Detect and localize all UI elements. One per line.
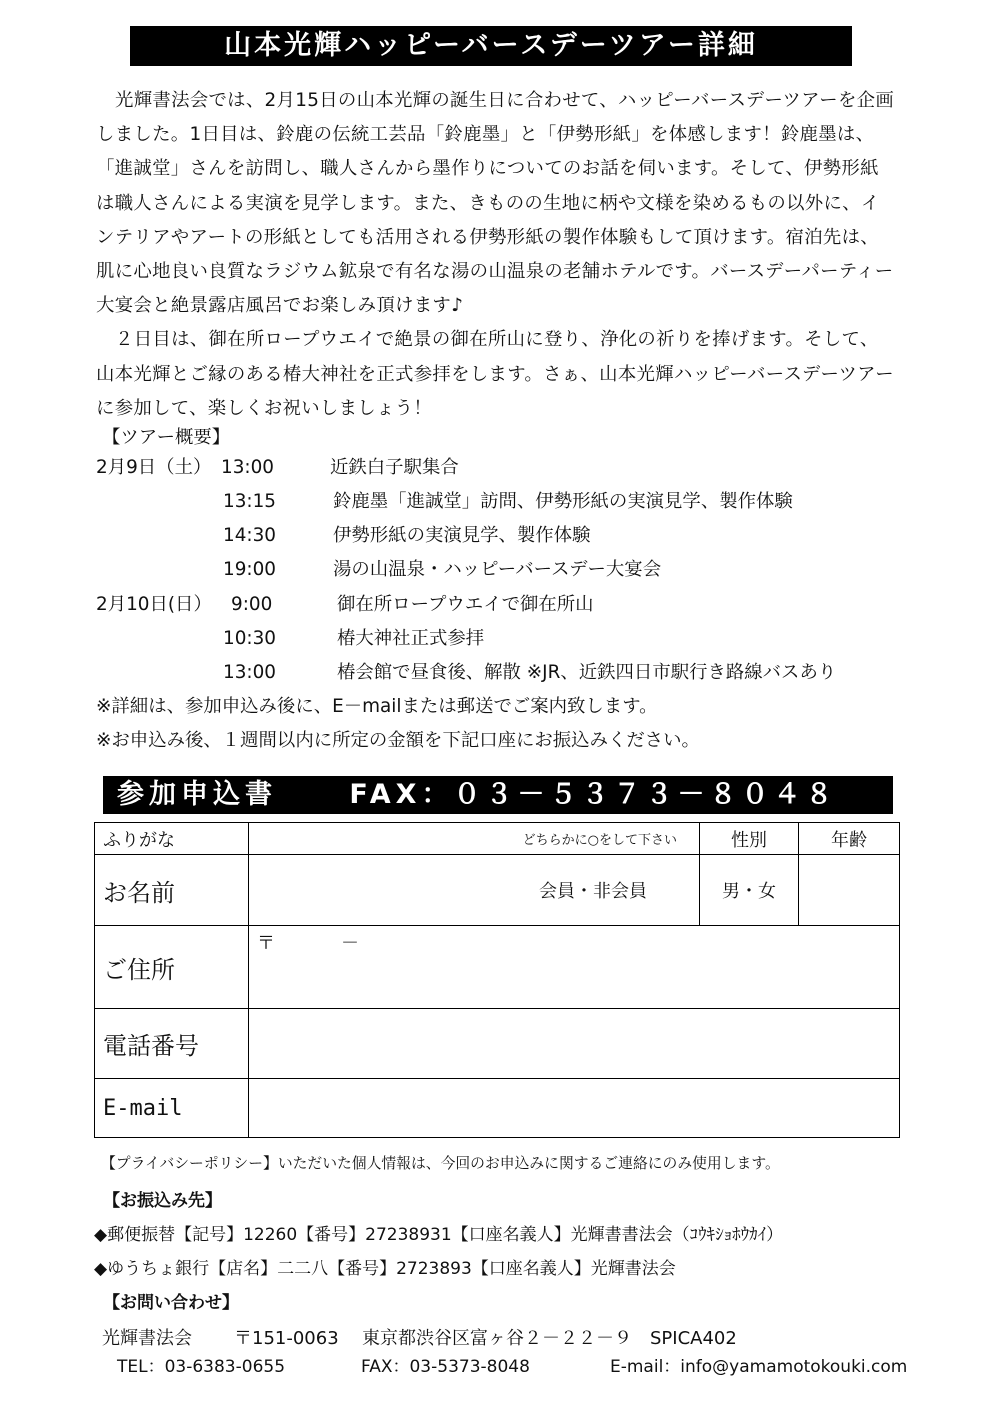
page-title: 山本光輝ハッピーバースデーツアー詳細 — [130, 26, 852, 66]
note-payment: ※お申込み後、１週間以内に所定の金額を下記口座にお振込みください。 — [96, 730, 700, 751]
overview-heading: 【ツアー概要】 — [102, 427, 231, 448]
postal-mark: 〒 — [257, 933, 275, 954]
privacy-policy: 【プライバシーポリシー】いただいた個人情報は、今回のお申込みに関するご連絡にのみ使用します。 — [101, 1155, 780, 1172]
gender-option[interactable]: 男・女 — [722, 881, 776, 902]
contact-email[interactable]: E-mail：info@yamamotokouki.com — [610, 1357, 908, 1377]
schedule-row-event-1: 近鉄白子駅集合 — [330, 457, 459, 478]
contact-heading: 【お問い合わせ】 — [103, 1293, 239, 1313]
schedule-row-time-7: 13:00 — [223, 662, 276, 683]
payment-postal-transfer: ◆郵便振替【記号】12260【番号】27238931【口座名義人】光輝書書法会（ｺｳｷｼｮﾎｳｶｲ） — [94, 1225, 784, 1245]
name-label: お名前 — [95, 855, 249, 926]
contact-postal: 〒151-0063 — [234, 1328, 339, 1349]
furigana-label: ふりがな — [95, 823, 249, 855]
name-field[interactable] — [249, 855, 700, 926]
circle-note: どちらかに○をして下さい — [522, 833, 677, 848]
phone-field[interactable] — [249, 1009, 900, 1079]
schedule-row-event-7: 椿会館で昼食後、解散 ※JR、近鉄四日市駅行き路線バスあり — [337, 662, 837, 683]
schedule-row-time-3: 14:30 — [223, 525, 276, 546]
postal-dash: － — [341, 933, 359, 954]
contact-org: 光輝書法会 — [102, 1328, 192, 1349]
schedule-row-event-5: 御在所ロープウエイで御在所山 — [337, 594, 594, 615]
form-title-bar — [103, 776, 893, 814]
payment-heading: 【お振込み先】 — [103, 1191, 222, 1211]
contact-address: 東京都渋谷区富ヶ谷２－２２－９ SPICA402 — [362, 1328, 737, 1349]
schedule-row-date-5: 2月10日(日） — [96, 594, 212, 615]
schedule-row-event-3: 伊勢形紙の実演見学、製作体験 — [333, 525, 591, 546]
form-fax: FAX：０３－５３７３－８０４８ — [349, 779, 838, 810]
application-form — [94, 822, 900, 1138]
email-field[interactable] — [249, 1079, 900, 1138]
address-field[interactable] — [249, 926, 900, 1009]
intro-paragraph-1: 光輝書法会では、2月15日の山本光輝の誕生日に合わせて、ハッピーバースデーツアーを企画しました。1日目は、鈴鹿の伝統工芸品「鈴鹿墨」と「伊勢形紙」を体感します！鈴鹿墨は、「進誠堂」さんを訪問し、職人さんから墨作りについてのお話を伺います。そして、伊勢形紙は職人さんによる実演を見学します。また、きものの生地に柄や文様を染めるもの以外に、インテリアやアートの形紙としても活用される伊勢形紙の製作体験もして頂けます。宿泊先は、肌に心地良い良質なラジウム鉱泉で有名な湯の山温泉の老舗ホテルです。バースデーパーティー大宴会と絶景露店風呂でお楽しみ頂けます♪ — [96, 90, 895, 317]
schedule-row-time-2: 13:15 — [223, 491, 276, 512]
furigana-field[interactable] — [249, 823, 700, 855]
schedule-row-time-1: 13:00 — [221, 457, 274, 478]
schedule-row-time-4: 19:00 — [223, 559, 276, 580]
contact-fax: FAX：03-5373-8048 — [361, 1357, 530, 1377]
schedule-row-time-5: 9:00 — [231, 594, 273, 615]
schedule-row-time-6: 10:30 — [223, 628, 276, 649]
form-heading: 参加申込書 — [117, 779, 277, 810]
address-label: ご住所 — [95, 926, 249, 1009]
gender-label: 性別 — [700, 823, 799, 855]
gender-field[interactable] — [700, 855, 799, 926]
schedule-row-date-1: 2月9日（土） — [96, 457, 212, 478]
phone-label: 電話番号 — [95, 1009, 249, 1079]
schedule-row-event-2: 鈴鹿墨「進誠堂」訪問、伊勢形紙の実演見学、製作体験 — [333, 491, 793, 512]
age-field[interactable] — [799, 855, 900, 926]
schedule-row-event-4: 湯の山温泉・ハッピーバースデー大宴会 — [333, 559, 662, 580]
member-option[interactable]: 会員・非会員 — [539, 881, 647, 902]
age-label: 年齢 — [799, 823, 900, 855]
email-label: E-mail — [95, 1079, 249, 1138]
note-details: ※詳細は、参加申込み後に、E－mailまたは郵送でご案内致します。 — [96, 696, 658, 717]
schedule-row-event-6: 椿大神社正式参拝 — [337, 628, 485, 649]
intro-paragraph-2: ２日目は、御在所ロープウエイで絶景の御在所山に登り、浄化の祈りを捧げます。そして、山本光輝とご縁のある椿大神社を正式参拝をします。さぁ、山本光輝ハッピーバースデーツアーに参加して、楽しくお祝いしましょう！ — [96, 329, 894, 419]
intro-text — [96, 84, 896, 426]
payment-yucho-bank: ◆ゆうちょ銀行【店名】二二八【番号】2723893【口座名義人】光輝書法会 — [94, 1259, 676, 1279]
contact-tel: TEL：03-6383-0655 — [117, 1357, 286, 1377]
